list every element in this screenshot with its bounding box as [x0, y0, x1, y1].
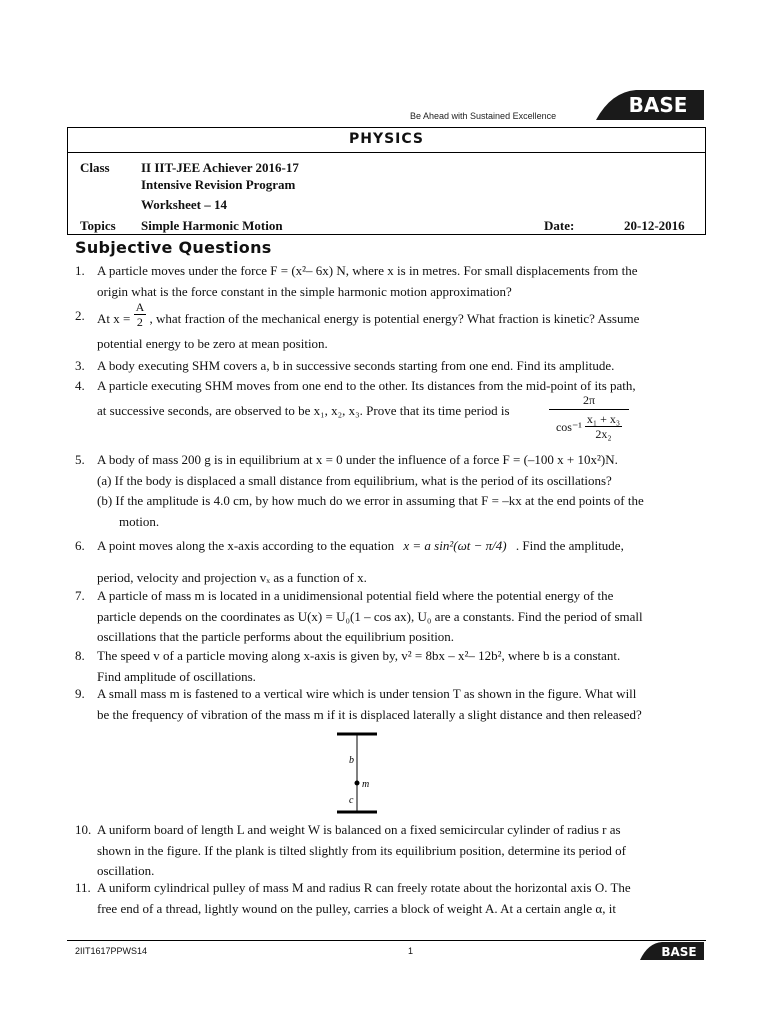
topics-label: Topics — [80, 218, 116, 233]
question-2: 2. At x = $\frac{A}{2}$ , what fraction of the mechanical energy is potential energy? What fraction is kinetic? Assume potential energy to be zero at mean position. — [75, 300, 640, 351]
wire-mass-figure — [334, 730, 380, 816]
class-value: II IIT-JEE Achiever 2016-17 — [141, 160, 299, 175]
question-10: 10. A uniform board of length L and weight W is balanced on a fixed semicircular cylinder of radius r as shown in the figure. If the plank is tilted slightly from its equilibrium position, determine its period of oscillation. — [75, 822, 626, 879]
label-m: m — [362, 779, 370, 790]
question-5: 5. A body of mass 200 g is in equilibrium at x = 0 under the influence of a force F = (–100 x + 10x²)N. (a) If the body is displaced a small distance from equilibrium, what is the period of its oscillations? (b) If the amplitude is 4.0 cm, by how much do we error in assuming that F = –kx at the end points of the motion. — [75, 452, 644, 529]
header-divider — [67, 152, 706, 153]
base-logo — [566, 86, 704, 120]
question-9: 9. A small mass m is fastened to a vertical wire which is under tension T as shown in the figure. What will be the frequency of vibration of the mass m if it is displaced laterally a slight distance and then released? — [75, 686, 642, 722]
question-1: 1. A particle moves under the force F = (x²– 6x) N, where x is in metres. For small displacements from the origin what is the force constant in the simple harmonic motion approximation? — [75, 263, 638, 299]
question-8: 8. The speed v of a particle moving along x-axis is given by, v² = 8bx – x²– 12b², where b is a constant. Find amplitude of oscillations. — [75, 648, 621, 684]
class-label: Class — [80, 160, 110, 175]
topics-value: Simple Harmonic Motion — [141, 218, 283, 233]
footer-logo-text: BASE — [661, 945, 697, 959]
footer-code: 2IIT1617PPWS14 — [75, 946, 148, 956]
logo-text: BASE — [628, 93, 688, 117]
question-3: 3. A body executing SHM covers a, b in successive seconds starting from one end. Find its amplitude. — [75, 358, 615, 373]
page-number: 1 — [408, 946, 414, 956]
subject-title: PHYSICS — [348, 131, 425, 147]
question-6: 6. A point moves along the x-axis according to the equation x = a sin²(ωt − π/4) . Find the amplitude, period, velocity and projection vₓ as a function of x. — [75, 538, 624, 585]
label-c: c — [349, 795, 354, 806]
question-7: 7. A particle of mass m is located in a unidimensional potential field where the potential energy of the particle depends on the coordinates as U(x) = U₀(1 – cos ax), U₀ are a constants. Find the period of small oscillations that the particle performs about the equilibrium position. — [75, 588, 643, 645]
section-title: Subjective Questions — [75, 238, 272, 257]
label-b: b — [349, 755, 354, 766]
tagline: Be Ahead with Sustained Excellence — [410, 111, 557, 121]
footer-logo — [624, 940, 704, 960]
question-4: 4. A particle executing SHM moves from one end to the other. Its distances from the mid-point of its path, at successive seconds, are observed to be x₁, x₂, x₃. Prove that its time period is 2π cos⁻¹ $\frac{\text{x₁ + x₃}}{\text{2x₂}}$ — [75, 378, 636, 441]
program-name: Intensive Revision Program — [141, 177, 296, 192]
date-value: 20-12-2016 — [624, 218, 685, 233]
question-11: 11. A uniform cylindrical pulley of mass M and radius R can freely rotate about the horizontal axis O. The free end of a thread, lightly wound on the pulley, carries a block of weight A. At a certain angle α, it — [75, 880, 631, 916]
date-label: Date: — [544, 218, 575, 233]
footer-divider — [67, 940, 706, 941]
worksheet-name: Worksheet – 14 — [141, 197, 227, 212]
